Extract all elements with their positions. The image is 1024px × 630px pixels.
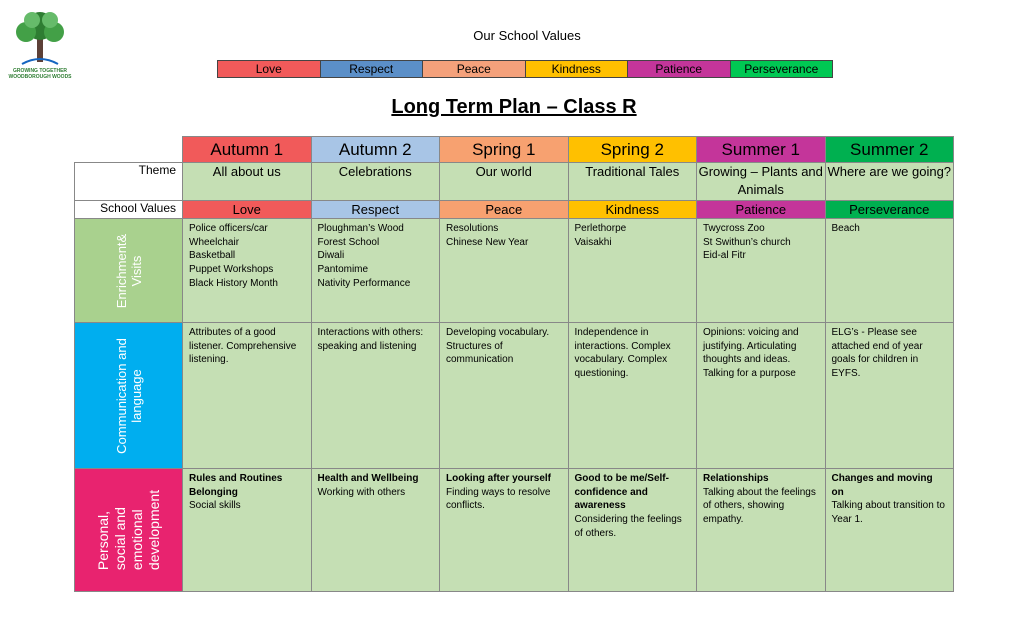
enrichment-item: Puppet Workshops xyxy=(189,264,274,276)
value-respect: Respect xyxy=(321,61,424,77)
school-logo xyxy=(8,8,72,80)
value-love: Love xyxy=(218,61,321,77)
enrichment-item: Black History Month xyxy=(189,277,278,289)
enrichment-label-text: Enrichment& Visits xyxy=(113,233,144,308)
term-autumn-2: Autumn 2 xyxy=(311,137,440,163)
enrichment-cell xyxy=(183,219,312,323)
theme-cell: Traditional Tales xyxy=(568,163,697,201)
psed-cell xyxy=(311,469,440,592)
enrichment-item: Forest School xyxy=(317,236,380,248)
psed-heading: Changes and moving on xyxy=(831,473,933,498)
theme-cell: All about us xyxy=(183,163,312,201)
logo-text xyxy=(8,68,72,80)
psed-heading: Health and Wellbeing xyxy=(317,473,419,484)
communication-cell: Attributes of a good listener. Comprehensive listening. xyxy=(183,323,312,469)
school-value-cell: Patience xyxy=(697,201,826,219)
school-value-cell: Kindness xyxy=(568,201,697,219)
school-value-cell: Love xyxy=(183,201,312,219)
theme-cell: Our world xyxy=(440,163,569,201)
enrichment-item: Police officers/car xyxy=(189,223,268,234)
school-value-cell: Perseverance xyxy=(825,201,954,219)
psed-heading: Relationships xyxy=(703,473,769,484)
communication-cell: Interactions with others: speaking and listening xyxy=(311,323,440,469)
term-summer-2: Summer 2 xyxy=(825,137,954,163)
enrichment-item: Beach xyxy=(831,223,860,234)
long-term-plan-table xyxy=(74,136,954,592)
theme-row xyxy=(75,163,954,201)
enrichment-item: Eid-al Fitr xyxy=(703,250,746,262)
psed-cell xyxy=(183,469,312,592)
enrichment-cell xyxy=(697,219,826,323)
theme-cell: Where are we going? xyxy=(825,163,954,201)
terms-header-row xyxy=(75,137,954,163)
term-summer-1: Summer 1 xyxy=(697,137,826,163)
communication-label-line: language xyxy=(128,368,144,423)
communication-cell: Opinions: voicing and justifying. Articulating thoughts and ideas. Talking for a purpose xyxy=(697,323,826,469)
enrichment-item: Diwali xyxy=(317,250,345,262)
term-spring-2: Spring 2 xyxy=(568,137,697,163)
theme-label: Theme xyxy=(75,163,183,201)
term-autumn-1: Autumn 1 xyxy=(183,137,312,163)
enrichment-item: Ploughman’s Wood xyxy=(317,223,404,234)
psed-cell xyxy=(440,469,569,592)
school-value-cell: Peace xyxy=(440,201,569,219)
enrichment-cell xyxy=(440,219,569,323)
term-spring-1: Spring 1 xyxy=(440,137,569,163)
enrichment-label xyxy=(75,219,183,323)
psed-text: Finding ways to resolve conflicts. xyxy=(446,486,551,512)
communication-cell: ELG’s - Please see attached end of year goals for children in EYFS. xyxy=(825,323,954,469)
theme-cell: Growing – Plants and Animals xyxy=(697,163,826,201)
psed-label-text xyxy=(95,490,163,570)
communication-cell: Developing vocabulary. Structures of communication xyxy=(440,323,569,469)
psed-text: Talking about transition to Year 1. xyxy=(831,500,945,526)
logo-name: WOODBOROUGH WOODS xyxy=(8,74,72,80)
psed-text: Social skills xyxy=(189,500,241,512)
empty-corner xyxy=(75,137,183,163)
enrichment-item: St Swithun’s church xyxy=(703,236,791,248)
enrichment-item: Perlethorpe xyxy=(574,223,627,234)
psed-label xyxy=(75,469,183,592)
enrichment-item: Resolutions xyxy=(446,223,499,234)
value-kindness: Kindness xyxy=(526,61,629,77)
psed-text: Working with others xyxy=(317,486,406,498)
theme-cell: Celebrations xyxy=(311,163,440,201)
psed-row xyxy=(75,469,954,592)
enrichment-item: Basketball xyxy=(189,250,236,262)
value-patience: Patience xyxy=(628,61,731,77)
enrichment-item: Chinese New Year xyxy=(446,236,529,248)
communication-row xyxy=(75,323,954,469)
psed-label-line: social and xyxy=(111,507,128,571)
school-values-label: School Values xyxy=(75,201,183,219)
communication-cell: Independence in interactions. Complex vocabulary. Complex questioning. xyxy=(568,323,697,469)
psed-heading: Good to be me/Self-confidence and awareness xyxy=(574,473,669,512)
psed-cell xyxy=(825,469,954,592)
value-peace: Peace xyxy=(423,61,526,77)
logo-tagline: GROWING TOGETHER xyxy=(12,68,68,74)
psed-cell xyxy=(697,469,826,592)
value-perseverance: Perseverance xyxy=(731,61,833,77)
psed-label-line: development xyxy=(145,489,162,571)
communication-label-line: Communication and xyxy=(113,337,129,454)
enrichment-cell xyxy=(825,219,954,323)
enrichment-cell xyxy=(311,219,440,323)
enrichment-item: Wheelchair xyxy=(189,236,240,248)
enrichment-item: Pantomime xyxy=(317,264,369,276)
psed-text: Talking about the feelings of others, showing empathy. xyxy=(703,486,816,526)
communication-label xyxy=(75,323,183,469)
enrichment-row xyxy=(75,219,954,323)
psed-cell xyxy=(568,469,697,592)
psed-label-line: emotional xyxy=(128,509,145,571)
enrichment-item: Nativity Performance xyxy=(317,277,411,289)
school-value-cell: Respect xyxy=(311,201,440,219)
enrichment-item: Twycross Zoo xyxy=(703,223,765,234)
enrichment-item: Vaisakhi xyxy=(574,236,612,248)
values-bar xyxy=(217,60,833,78)
enrichment-cell xyxy=(568,219,697,323)
psed-text: Considering the feelings of others. xyxy=(574,514,682,539)
psed-heading: Looking after yourself xyxy=(446,473,552,484)
school-values-row xyxy=(75,201,954,219)
communication-label-text xyxy=(114,338,144,454)
psed-label-line: Personal, xyxy=(94,510,111,571)
page-title: Long Term Plan – Class R xyxy=(391,96,637,118)
values-title: Our School Values xyxy=(473,28,581,43)
psed-heading: Rules and Routines Belonging xyxy=(189,473,283,498)
